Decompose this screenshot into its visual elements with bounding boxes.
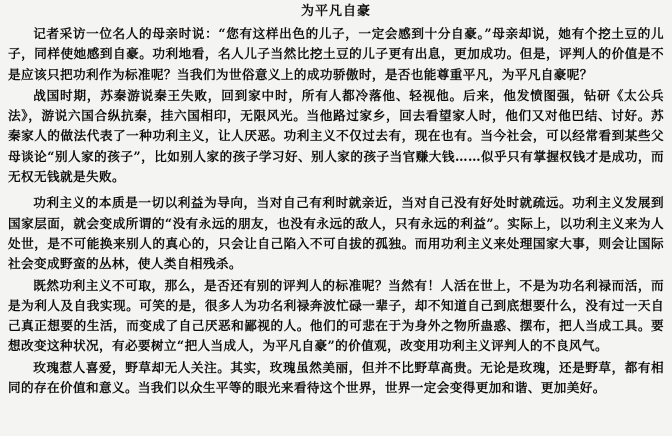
paragraph-4: 既然功利主义不可取，那么，是否还有别的评判人的标准呢？当然有！人活在世上，不是为功名利禄而活，而是为利人及自我实现。可笑的是，很多人为功名利禄奔波忙碌一辈子，却不知道自己到底想要什么，没有过一天自己真正想要的生活，而变成了自己厌恶和鄙视的人。他们的可悲在于为身外之物所蛊惑、摆布，把人当成工具。要想改变这种状况，有必要树立“把人当成人，为平凡自豪”的价值观，改变用功利主义评判人的不良风气。 bbox=[8, 277, 664, 354]
document-title: 为平凡自豪 bbox=[300, 4, 371, 19]
paragraph-5: 玫瑰惹人喜爱，野草却无人关注。其实，玫瑰虽然美丽，但并不比野草高贵。无论是玫瑰，还是野草，都有相同的存在价值和意义。当我们以众生平等的眼光来看待这个世界，世界一定会变得更加和谐、更加美好。 bbox=[8, 359, 664, 396]
paragraph-2: 战国时期，苏秦游说秦王失败，回到家中时，所有人都冷落他、轻视他。后来，他发愤图强，钻研《太公兵法》，游说六国合纵抗秦，挂六国相印，无限风光。当他路过家乡，回去看望家人时，他们又对他巴结、讨好。苏秦家人的做法代表了一种功利主义，让人厌恶。功利主义不仅过去有，现在也有。当今社会，可以经常看到某些父母谈论“别人家的孩子”，比如别人家的孩子学习好、别人家的孩子当官赚大钱……似乎只有掌握权钱才是成功，而无权无钱就是失败。 bbox=[8, 87, 664, 185]
paragraph-1: 记者采访一位名人的母亲时说：“您有这样出色的儿子，一定会感到十分自豪。”母亲却说，她有个挖土豆的儿子，同样使她感到自豪。功利地看，名人儿子当然比挖土豆的儿子更有出息，更加成功。但是，评判人的价值是不是应该只把功利作为标准呢？当我们为世俗意义上的成功骄傲时，是否也能尊重平凡，为平凡自豪呢？ bbox=[8, 26, 664, 82]
paragraph-3: 功利主义的本质是一切以利益为导向，当对自己有利时就亲近，当对自己没有好处时就疏远。功利主义发展到国家层面，就会变成所谓的“没有永远的朋友，也没有永远的敌人，只有永远的利益”。实际上，以功利主义来为人处世，是不可能换来别人的真心的，只会让自己陷入不可自拔的孤独。而用功利主义来处理国家大事，则会让国际社会变成野蛮的丛林，使人类自相残杀。 bbox=[8, 195, 664, 272]
